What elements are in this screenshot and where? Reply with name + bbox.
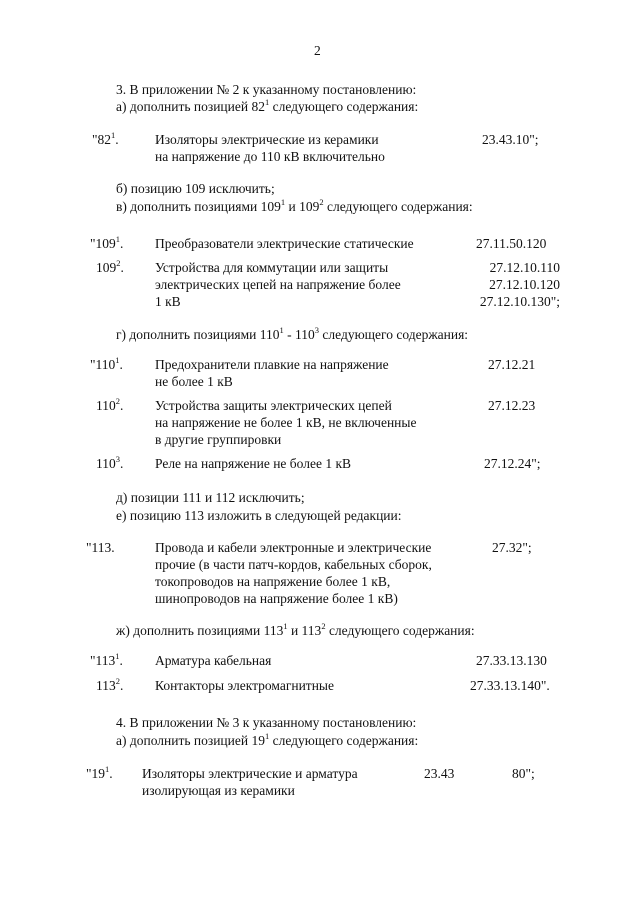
item-19-1-description: Изоляторы электрические и арматура изолирующая из керамики	[142, 766, 358, 798]
section3-b: б) позицию 109 исключить;	[116, 181, 275, 196]
item-109-2-codes: 27.12.10.110 27.12.10.120 27.12.10.130";	[479, 260, 560, 309]
item-109-2-number: $109^2$.	[96, 257, 124, 275]
item-19-1-number: "$19^1$.	[86, 763, 113, 781]
item-113-code: 27.32";	[492, 540, 532, 555]
item-113-1-number: "$113^1$.	[90, 650, 123, 668]
item-110-3-description: Реле на напряжение не более 1 кВ	[155, 456, 352, 471]
item-113-1-code: 27.33.13.130	[476, 653, 547, 668]
section3-a: а) дополнить позицией $82^1$ следующего содержания:	[116, 96, 419, 114]
item-113-2-code: 27.33.13.140".	[470, 678, 550, 693]
item-110-1-code: 27.12.21	[488, 357, 536, 372]
item-113-number: "113.	[86, 540, 115, 555]
item-113-2-number: $113^2$.	[96, 675, 124, 693]
item-110-3-number: $110^3$.	[96, 453, 124, 471]
section4-intro: 4. В приложении № 3 к указанному постановлению:	[116, 715, 417, 730]
item-110-2-code: 27.12.23	[488, 398, 536, 413]
section3-intro: 3. В приложении № 2 к указанному постановлению:	[116, 82, 417, 97]
item-109-2-description: Устройства для коммутации или защиты электрических цепей на напряжение более 1 кВ	[155, 260, 401, 309]
item-109-1-code: 27.11.50.120	[476, 236, 547, 251]
section3-e: е) позицию 113 изложить в следующей редакции:	[116, 508, 402, 523]
item-110-2-number: $110^2$.	[96, 395, 124, 413]
item-82-1-description: Изоляторы электрические из керамики на напряжение до 110 кВ включительно	[155, 132, 385, 164]
item-110-1-number: "$110^1$.	[90, 354, 123, 372]
item-109-1-description: Преобразователи электрические статические	[155, 236, 414, 251]
item-110-1-description: Предохранители плавкие на напряжение не более 1 кВ	[155, 357, 389, 389]
item-113-1-description: Арматура кабельная	[155, 653, 272, 668]
section3-v: в) дополнить позициями $109^1$ и $109^2$ следующего содержания:	[116, 196, 473, 214]
page-number: 2	[314, 43, 321, 58]
item-110-3-code: 27.12.24";	[484, 456, 541, 471]
section3-g: г) дополнить позициями $110^1 - 110^3$ следующего содержания:	[116, 324, 469, 342]
item-113-description: Провода и кабели электронные и электрические прочие (в части патч-кордов, кабельных сборок, токопроводов на напряжение более 1 кВ, шинопроводов на напряжение более 1 кВ)	[155, 540, 432, 606]
item-109-1-number: "$109^1$.	[90, 233, 124, 251]
section4-a: а) дополнить позицией $19^1$ следующего содержания:	[116, 730, 419, 748]
item-110-2-description: Устройства защиты электрических цепей на напряжение не более 1 кВ, не включенные в другие группировки	[155, 398, 417, 447]
item-82-1-number: "$82^1$.	[92, 129, 119, 147]
section3-d: д) позиции 111 и 112 исключить;	[116, 490, 305, 505]
item-19-1-value: 80";	[512, 766, 535, 781]
item-82-1-code: 23.43.10";	[482, 132, 539, 147]
item-19-1-code: 23.43	[424, 766, 455, 781]
item-113-2-description: Контакторы электромагнитные	[155, 678, 334, 693]
section3-zh: ж) дополнить позициями $113^1$ и $113^2$ следующего содержания:	[116, 620, 475, 638]
